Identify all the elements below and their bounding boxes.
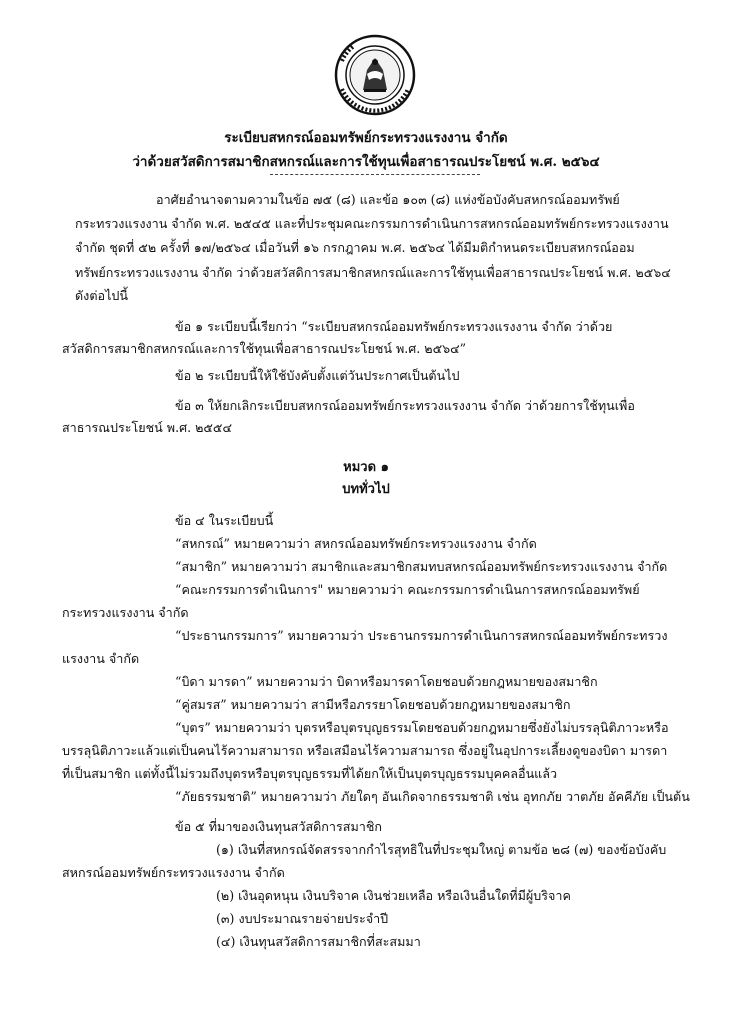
regulation-subtitle: ว่าด้วยสวัสดิการสมาชิกสหกรณ์และการใช้ทุนเพื่อสาธารณประโยชน์ พ.ศ. ๒๕๖๔ (132, 154, 600, 170)
clause-1-line-1: ข้อ ๑ ระเบียบนี้เรียกว่า “ระเบียบสหกรณ์ออมทรัพย์กระทรวงแรงงาน จำกัด ว่าด้วย (175, 319, 613, 334)
chapter-name: บททั่วไป (342, 482, 390, 497)
clause-3-line-1: ข้อ ๓ ให้ยกเลิกระเบียบสหกรณ์ออมทรัพย์กระทรวงแรงงาน จำกัด ว่าด้วยการใช้ทุนเพื่อ (175, 398, 635, 413)
cooperative-seal-icon (334, 34, 416, 116)
definition-chairman-line-2: แรงงาน จำกัด (62, 651, 140, 666)
preamble-line-2: กระทรวงแรงงาน จำกัด พ.ศ. ๒๕๔๕ และที่ประชุมคณะกรรมการดำเนินการสหกรณ์ออมทรัพย์กระทรวงแรงงาน (75, 216, 669, 231)
definition-chairman-line-1: “ประธานกรรมการ” หมายความว่า ประธานกรรมการดำเนินการสหกรณ์ออมทรัพย์กระทรวง (175, 628, 668, 643)
fund-source-4: (๔) เงินทุนสวัสดิการสมาชิกที่สะสมมา (216, 934, 421, 949)
definition-natural-disaster: “ภัยธรรมชาติ” หมายความว่า ภัยใดๆ อันเกิดจากธรรมชาติ เช่น อุทกภัย วาตภัย อัคคีภัย เป็นต้น (175, 789, 690, 804)
definition-board-line-1: “คณะกรรมการดำเนินการ" หมายความว่า คณะกรรมการดำเนินการสหกรณ์ออมทรัพย์ (175, 582, 640, 597)
clause-2: ข้อ ๒ ระเบียบนี้ให้ใช้บังคับตั้งแต่วันประกาศเป็นต้นไป (175, 368, 460, 383)
definition-parents: “บิดา มารดา” หมายความว่า บิดาหรือมารดาโดยชอบด้วยกฎหมายของสมาชิก (175, 674, 598, 689)
fund-source-1-line-2: สหกรณ์ออมทรัพย์กระทรวงแรงงาน จำกัด (62, 865, 285, 880)
preamble-line-3: จำกัด ชุดที่ ๕๒ ครั้งที่ ๑๗/๒๕๖๔ เมื่อวันที่ ๑๖ กรกฎาคม พ.ศ. ๒๕๖๔ ได้มีมติกำหนดระเบียบสหกรณ์ออม (75, 240, 635, 255)
definition-board-line-2: กระทรวงแรงงาน จำกัด (62, 605, 189, 620)
preamble-line-1: อาศัยอำนาจตามความในข้อ ๗๕ (๘) และข้อ ๑๐๓ (๘) แห่งข้อบังคับสหกรณ์ออมทรัพย์ (156, 192, 620, 207)
clause-3-line-2: สาธารณประโยชน์ พ.ศ. ๒๕๕๔ (62, 420, 232, 435)
preamble-line-5: ดังต่อไปนี้ (75, 288, 129, 303)
fund-source-3: (๓) งบประมาณรายจ่ายประจำปี (216, 911, 389, 926)
chapter-number: หมวด ๑ (343, 460, 389, 475)
definition-child-line-3: ที่เป็นสมาชิก แต่ทั้งนี้ไม่รวมถึงบุตรหรือบุตรบุญธรรมที่ได้ยกให้เป็นบุตรบุญธรรมบุคคลอื่นแล้ว (62, 766, 558, 781)
definition-cooperative: “สหกรณ์” หมายความว่า สหกรณ์ออมทรัพย์กระทรวงแรงงาน จำกัด (175, 536, 537, 551)
definition-child-line-1: “บุตร” หมายความว่า บุตรหรือบุตรบุญธรรมโดยชอบด้วยกฎหมายซึ่งยังไม่บรรลุนิติภาวะหรือ (175, 720, 669, 735)
fund-source-1-line-1: (๑) เงินที่สหกรณ์จัดสรรจากกำไรสุทธิในที่ประชุมใหญ่ ตามข้อ ๒๘ (๗) ของข้อบังคับ (216, 842, 667, 857)
fund-source-2: (๒) เงินอุดหนุน เงินบริจาค เงินช่วยเหลือ หรือเงินอื่นใดที่มีผู้บริจาค (216, 888, 571, 903)
definition-spouse: “คู่สมรส” หมายความว่า สามีหรือภรรยาโดยชอบด้วยกฎหมายของสมาชิก (175, 697, 571, 712)
title-divider (270, 174, 480, 175)
preamble-line-4: ทรัพย์กระทรวงแรงงาน จำกัด ว่าด้วยสวัสดิการสมาชิกสหกรณ์และการใช้ทุนเพื่อสาธารณประโยชน์ พ.ศ. ๒๕๖๔ (75, 265, 671, 280)
clause-5-heading: ข้อ ๕ ที่มาของเงินทุนสวัสดิการสมาชิก (175, 819, 382, 834)
definition-member: “สมาชิก” หมายความว่า สมาชิกและสมาชิกสมทบสหกรณ์ออมทรัพย์กระทรวงแรงงาน จำกัด (175, 559, 668, 574)
regulation-title: ระเบียบสหกรณ์ออมทรัพย์กระทรวงแรงงาน จำกัด (224, 130, 508, 146)
definition-child-line-2: บรรลุนิติภาวะแล้วแต่เป็นคนไร้ความสามารถ หรือเสมือนไร้ความสามารถ ซึ่งอยู่ในอุปการะเลี้ยงดูของบิดา มารดา (62, 743, 668, 758)
clause-4-heading: ข้อ ๔ ในระเบียบนี้ (175, 513, 274, 528)
clause-1-line-2: สวัสดิการสมาชิกสหกรณ์และการใช้ทุนเพื่อสาธารณประโยชน์ พ.ศ. ๒๕๖๔” (62, 341, 467, 356)
